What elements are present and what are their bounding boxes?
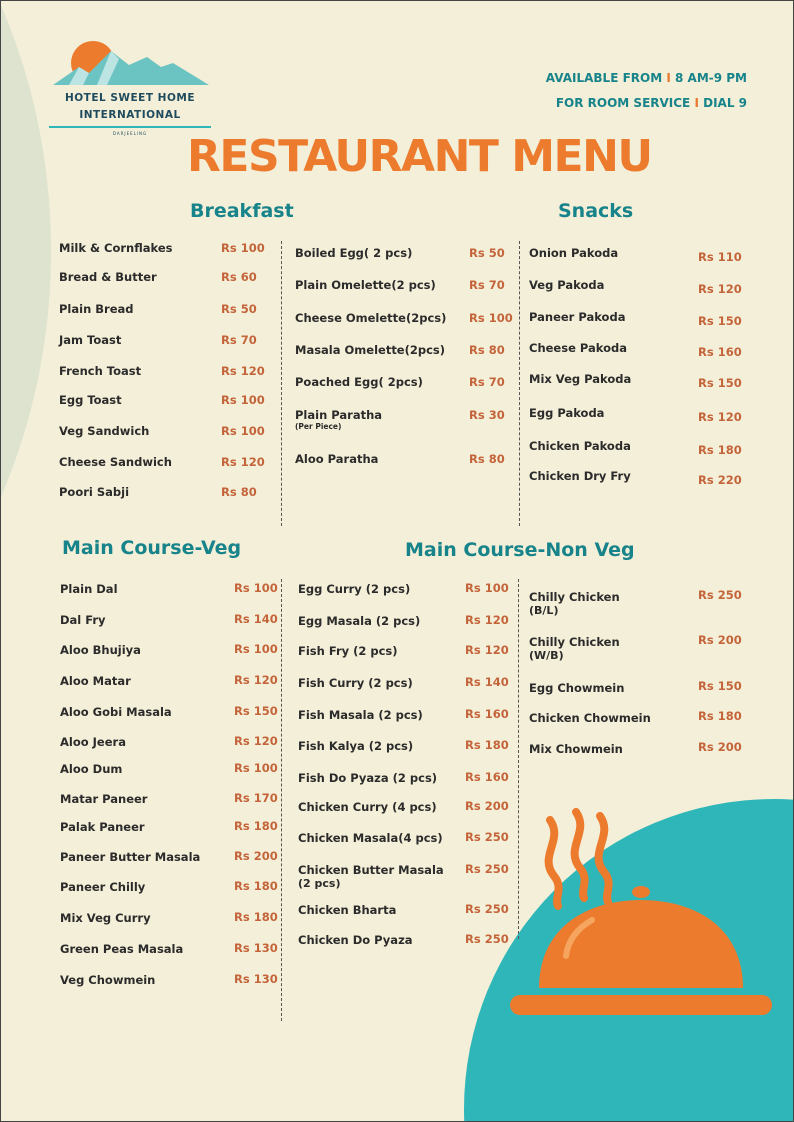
menu-item-name (295, 408, 382, 432)
menu-item-price: Rs 80 (469, 343, 505, 357)
menu-item-price: Rs 120 (698, 410, 742, 424)
menu-item-name (529, 635, 620, 663)
menu-item-label: Jam Toast (59, 333, 122, 347)
menu-item-name (529, 590, 620, 618)
menu-item-label: Plain Bread (59, 302, 134, 316)
menu-item-label: Plain Omelette(2 pcs) (295, 278, 436, 292)
menu-item-price: Rs 250 (465, 862, 509, 876)
menu-item-price: Rs 160 (698, 345, 742, 359)
menu-item-name (298, 644, 398, 658)
menu-item-name (60, 674, 131, 688)
menu-item-name (529, 278, 604, 292)
menu-item-label: Paneer Chilly (60, 880, 146, 894)
hotel-name-line2: INTERNATIONAL (79, 109, 181, 121)
menu-item-price: Rs 120 (698, 282, 742, 296)
menu-item-name (298, 831, 443, 845)
menu-item-label: Matar Paneer (60, 792, 148, 806)
menu-item-name (529, 372, 631, 386)
menu-item-price: Rs 120 (234, 734, 278, 748)
menu-item-price: Rs 170 (234, 791, 278, 805)
menu-item-price: Rs 140 (465, 675, 509, 689)
sun-over-mountains-icon (49, 37, 211, 89)
menu-item-price: Rs 70 (469, 375, 505, 389)
menu-item-note: (B/L) (529, 604, 559, 617)
menu-item-name (529, 246, 618, 260)
availability-line (546, 71, 747, 85)
menu-item-label: Cheese Pakoda (529, 341, 627, 355)
menu-item-name (298, 708, 423, 722)
menu-item-name (59, 241, 172, 255)
menu-item-price: Rs 120 (221, 455, 265, 469)
menu-item-name (60, 880, 145, 894)
column-divider (281, 579, 282, 1021)
section-title-snacks: Snacks (558, 200, 634, 222)
menu-item-name (60, 643, 141, 657)
menu-item-name (60, 942, 183, 956)
menu-item-price: Rs 100 (234, 581, 278, 595)
menu-item-price: Rs 120 (465, 643, 509, 657)
menu-item-price: Rs 250 (698, 588, 742, 602)
column-divider (281, 241, 282, 526)
menu-item-price: Rs 70 (469, 278, 505, 292)
menu-item-label: Egg Chowmein (529, 681, 625, 695)
logo-rule (49, 126, 211, 128)
menu-item-label: Chicken Curry (4 pcs) (298, 800, 437, 814)
menu-item-price: Rs 180 (698, 443, 742, 457)
menu-item-price: Rs 100 (234, 642, 278, 656)
menu-item-name (529, 681, 624, 695)
menu-item-label: Chicken Pakoda (529, 439, 631, 453)
menu-item-price: Rs 100 (221, 393, 265, 407)
menu-item-label: Chicken Bharta (298, 903, 397, 917)
menu-item-note: (W/B) (529, 649, 564, 662)
menu-item-label: Veg Pakoda (529, 278, 605, 292)
availability-label: AVAILABLE FROM (545, 71, 663, 85)
menu-item-name (59, 455, 172, 469)
menu-item-name (59, 270, 157, 284)
menu-item-name (60, 820, 145, 834)
section-title-main-veg: Main Course-Veg (62, 537, 242, 559)
menu-item-name (298, 614, 420, 628)
menu-item-price: Rs 120 (465, 613, 509, 627)
menu-item-label: Veg Sandwich (59, 424, 150, 438)
menu-item-name (60, 762, 122, 776)
menu-item-name (295, 452, 378, 466)
menu-item-label: Fish Kalya (2 pcs) (298, 739, 414, 753)
menu-item-label: Fish Curry (2 pcs) (298, 676, 413, 690)
menu-item-name (298, 800, 437, 814)
menu-item-label: Plain Dal (60, 582, 118, 596)
menu-item-price: Rs 250 (465, 902, 509, 916)
menu-item-price: Rs 110 (698, 250, 742, 264)
left-background-curve (0, 0, 51, 801)
menu-item-name (60, 973, 155, 987)
hotel-logo (49, 37, 211, 136)
menu-item-name (59, 333, 121, 347)
menu-item-name (298, 863, 444, 891)
menu-item-name (60, 735, 126, 749)
availability-hours: 8 AM-9 PM (675, 71, 747, 85)
menu-item-price: Rs 120 (234, 673, 278, 687)
menu-item-note: (Per Piece) (295, 422, 342, 431)
menu-item-price: Rs 180 (698, 709, 742, 723)
menu-item-name (295, 311, 446, 325)
room-service-separator: I (694, 96, 699, 110)
menu-item-label: Egg Pakoda (529, 406, 605, 420)
menu-item-name (295, 246, 412, 260)
menu-item-price: Rs 30 (469, 408, 505, 422)
menu-item-name (60, 705, 172, 719)
serving-cloche-icon (506, 806, 776, 1021)
menu-item-label: Onion Pakoda (529, 246, 619, 260)
menu-item-name (60, 792, 147, 806)
menu-item-price: Rs 180 (234, 910, 278, 924)
menu-item-price: Rs 80 (221, 485, 257, 499)
menu-item-price: Rs 180 (465, 738, 509, 752)
menu-item-label: Cheese Omelette(2pcs) (295, 311, 447, 325)
menu-item-name (529, 341, 627, 355)
section-title-breakfast: Breakfast (190, 200, 294, 222)
menu-item-label: Egg Curry (2 pcs) (298, 582, 411, 596)
menu-item-label: Egg Masala (2 pcs) (298, 614, 421, 628)
menu-item-label: Chicken Do Pyaza (298, 933, 413, 947)
menu-item-name (529, 439, 631, 453)
menu-item-price: Rs 120 (221, 364, 265, 378)
menu-item-price: Rs 130 (234, 941, 278, 955)
menu-item-label: Aloo Jeera (60, 735, 126, 749)
menu-item-name (298, 903, 396, 917)
menu-item-name (60, 582, 118, 596)
menu-item-name (295, 278, 436, 292)
menu-item-price: Rs 220 (698, 473, 742, 487)
menu-item-price: Rs 150 (698, 314, 742, 328)
menu-item-label: Mix Chowmein (529, 742, 623, 756)
menu-item-price: Rs 180 (234, 819, 278, 833)
menu-item-price: Rs 100 (234, 761, 278, 775)
menu-item-name (298, 676, 413, 690)
room-service-line (556, 96, 747, 110)
menu-item-label: Chicken Chowmein (529, 711, 651, 725)
menu-item-label: Chicken Masala(4 pcs) (298, 831, 443, 845)
menu-item-note: (2 pcs) (298, 877, 341, 890)
menu-item-label: Chicken Dry Fry (529, 469, 631, 483)
menu-item-name (529, 711, 651, 725)
menu-item-price: Rs 150 (698, 679, 742, 693)
menu-item-name (298, 933, 413, 947)
menu-item-price: Rs 250 (465, 830, 509, 844)
menu-item-name (298, 771, 437, 785)
menu-item-name (529, 742, 623, 756)
menu-item-name (529, 469, 631, 483)
menu-item-label: Green Peas Masala (60, 942, 184, 956)
menu-item-label: Bread & Butter (59, 270, 157, 284)
menu-item-name (60, 613, 106, 627)
menu-item-label: Aloo Bhujiya (60, 643, 141, 657)
menu-item-name (529, 310, 625, 324)
menu-item-price: Rs 70 (221, 333, 257, 347)
menu-item-price: Rs 150 (698, 376, 742, 390)
menu-item-label: Chicken Butter Masala (298, 863, 444, 877)
menu-item-name (59, 393, 122, 407)
menu-item-price: Rs 200 (234, 849, 278, 863)
menu-item-label: Poached Egg( 2pcs) (295, 375, 423, 389)
menu-item-label: Paneer Pakoda (529, 310, 626, 324)
menu-item-name (59, 424, 149, 438)
menu-item-label: Egg Toast (59, 393, 122, 407)
menu-item-label: Dal Fry (60, 613, 106, 627)
menu-item-price: Rs 160 (465, 707, 509, 721)
menu-item-price: Rs 60 (221, 270, 257, 284)
menu-item-name (59, 364, 141, 378)
menu-item-label: Aloo Dum (60, 762, 123, 776)
menu-item-label: Aloo Gobi Masala (60, 705, 172, 719)
menu-item-label: Chilly Chicken (529, 590, 620, 604)
menu-item-label: Boiled Egg( 2 pcs) (295, 246, 413, 260)
menu-item-price: Rs 100 (465, 581, 509, 595)
menu-item-label: Masala Omelette(2pcs) (295, 343, 446, 357)
menu-item-label: Chilly Chicken (529, 635, 620, 649)
menu-item-price: Rs 200 (698, 633, 742, 647)
menu-item-name (295, 375, 423, 389)
column-divider (519, 241, 520, 526)
hotel-city: DARJEELING (112, 131, 148, 136)
menu-item-price: Rs 250 (465, 932, 509, 946)
menu-item-price: Rs 80 (469, 452, 505, 466)
menu-item-price: Rs 130 (234, 972, 278, 986)
menu-item-label: Veg Chowmein (60, 973, 156, 987)
page-title: RESTAURANT MENU (187, 131, 652, 182)
menu-item-name (295, 343, 445, 357)
menu-item-name (60, 911, 151, 925)
menu-item-price: Rs 200 (698, 740, 742, 754)
menu-item-price: Rs 50 (221, 302, 257, 316)
room-service-label: FOR ROOM SERVICE (555, 96, 691, 110)
menu-item-price: Rs 200 (465, 799, 509, 813)
menu-item-label: Fish Masala (2 pcs) (298, 708, 423, 722)
menu-item-price: Rs 100 (469, 311, 513, 325)
menu-item-label: Fish Fry (2 pcs) (298, 644, 398, 658)
menu-item-label: French Toast (59, 364, 142, 378)
menu-item-price: Rs 50 (469, 246, 505, 260)
menu-item-name (60, 850, 200, 864)
menu-item-price: Rs 100 (221, 241, 265, 255)
menu-item-label: Milk & Cornflakes (59, 241, 173, 255)
hotel-name-line1: HOTEL SWEET HOME (64, 92, 196, 104)
menu-item-label: Plain Paratha (295, 408, 383, 422)
availability-separator: I (666, 71, 671, 85)
menu-item-price: Rs 100 (221, 424, 265, 438)
menu-item-price: Rs 160 (465, 770, 509, 784)
menu-item-label: Paneer Butter Masala (60, 850, 201, 864)
menu-item-label: Mix Veg Pakoda (529, 372, 632, 386)
menu-item-name (59, 485, 129, 499)
menu-item-label: Aloo Paratha (295, 452, 379, 466)
menu-item-name (529, 406, 604, 420)
menu-item-name (298, 582, 410, 596)
menu-item-label: Mix Veg Curry (60, 911, 151, 925)
menu-item-label: Aloo Matar (60, 674, 131, 688)
menu-item-price: Rs 150 (234, 704, 278, 718)
menu-item-name (298, 739, 413, 753)
menu-item-price: Rs 140 (234, 612, 278, 626)
menu-item-label: Cheese Sandwich (59, 455, 172, 469)
section-title-main-nonveg: Main Course-Non Veg (405, 539, 635, 561)
menu-item-label: Palak Paneer (60, 820, 145, 834)
menu-item-name (59, 302, 134, 316)
menu-item-label: Poori Sabji (59, 485, 130, 499)
room-service-dial: DIAL 9 (703, 96, 747, 110)
menu-item-price: Rs 180 (234, 879, 278, 893)
menu-item-label: Fish Do Pyaza (2 pcs) (298, 771, 438, 785)
